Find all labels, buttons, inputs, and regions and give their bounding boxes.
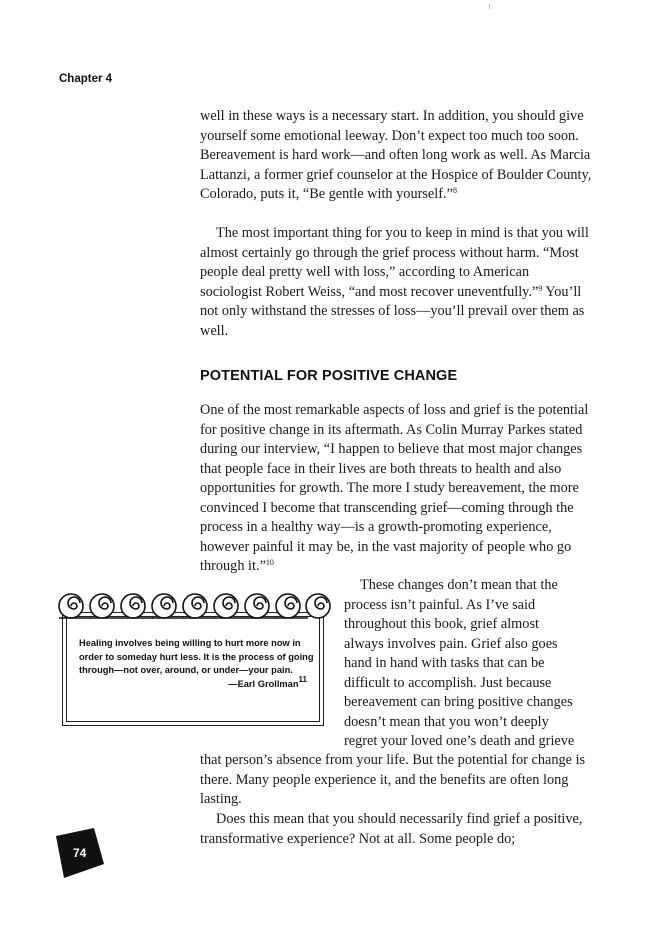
footnote-ref: 8 bbox=[452, 186, 457, 195]
footnote-ref: 9 bbox=[538, 283, 543, 293]
attribution-name: —Earl Grollman bbox=[228, 678, 299, 689]
text-line: always involves pain. Grief also goes bbox=[344, 635, 558, 652]
text-line: bereavement can bring positive changes bbox=[344, 694, 573, 710]
paragraph-3 bbox=[200, 401, 592, 577]
paragraph-4-continuation: that person’s absence from your life. But the potential for change is there. Many people experience it, and the benefits are often long lasting. bbox=[200, 752, 586, 807]
text-line: These changes don’t mean that the bbox=[360, 577, 558, 593]
paragraph-3-text: One of the most remarkable aspects of loss and grief is the potential for positive change in its aftermath. As Colin Murray Parkes stated during our interview, “I happen to believe that most major changes that people face in their lives are both threats to health and also opportunities for growth. The more I study bereavement, the more convinced I become that transcending grief—coming through the process in a healthy way—is a growth-promoting experience, however painful it may be, in the vast majority of people who go through it.” bbox=[200, 402, 589, 574]
chapter-label: Chapter 4 bbox=[59, 73, 113, 85]
page-number: 74 bbox=[73, 846, 87, 860]
spiral-icon bbox=[56, 592, 332, 622]
spiral-ornament-row bbox=[56, 592, 332, 627]
text-line: hand in hand with tasks that can be bbox=[344, 655, 545, 671]
pull-quote bbox=[79, 637, 315, 691]
footnote-ref: 11 bbox=[298, 674, 307, 684]
scan-mark bbox=[489, 4, 490, 9]
paragraph-5: Does this mean that you should necessarily find grief a positive, transformative experience? Not at all. Some people do; bbox=[200, 811, 583, 847]
pull-quote-text: Healing involves being willing to hurt more now in order to someday hurt less. It is the process of going through—not over, around, or under—your pain. bbox=[79, 638, 314, 676]
pull-quote-attribution bbox=[79, 674, 315, 692]
section-heading: POTENTIAL FOR POSITIVE CHANGE bbox=[200, 368, 458, 384]
paragraph-1-text: well in these ways is a necessary start. In addition, you should give yourself some emotional leeway. Don’t expect too much too soon. Bereavement is hard work—and often long work as well. As Marcia Lattanzi, a former grief counselor at the Hospice of Boulder County, Colorado, puts it, “Be gentle with yourself.” bbox=[200, 108, 592, 202]
text-line: difficult to accomplish. Just because bbox=[344, 674, 552, 691]
text-line: process isn’t painful. As I’ve said bbox=[344, 596, 536, 613]
pull-quote-box bbox=[62, 612, 324, 726]
paragraph-2-text-cont: You’ll not only withstand the stresses of loss—you’ll prevail over them as well. bbox=[200, 283, 585, 339]
paragraph-2-text: The most important thing for you to keep in mind is that you will almost certainly go through the grief process without harm. “Most people deal pretty well with loss,” according to American sociologist Robert Weiss, “and most recover uneventfully.” bbox=[200, 225, 589, 300]
paragraph-2 bbox=[200, 224, 592, 341]
paragraph-4-wrap bbox=[344, 576, 592, 752]
footnote-ref: 10 bbox=[265, 558, 274, 567]
text-line: regret your loved one’s death and grieve bbox=[344, 733, 575, 749]
text-line: throughout this book, grief almost bbox=[344, 616, 539, 632]
text-line: doesn’t mean that you won’t deeply bbox=[344, 713, 549, 730]
paragraph-1 bbox=[200, 107, 592, 205]
